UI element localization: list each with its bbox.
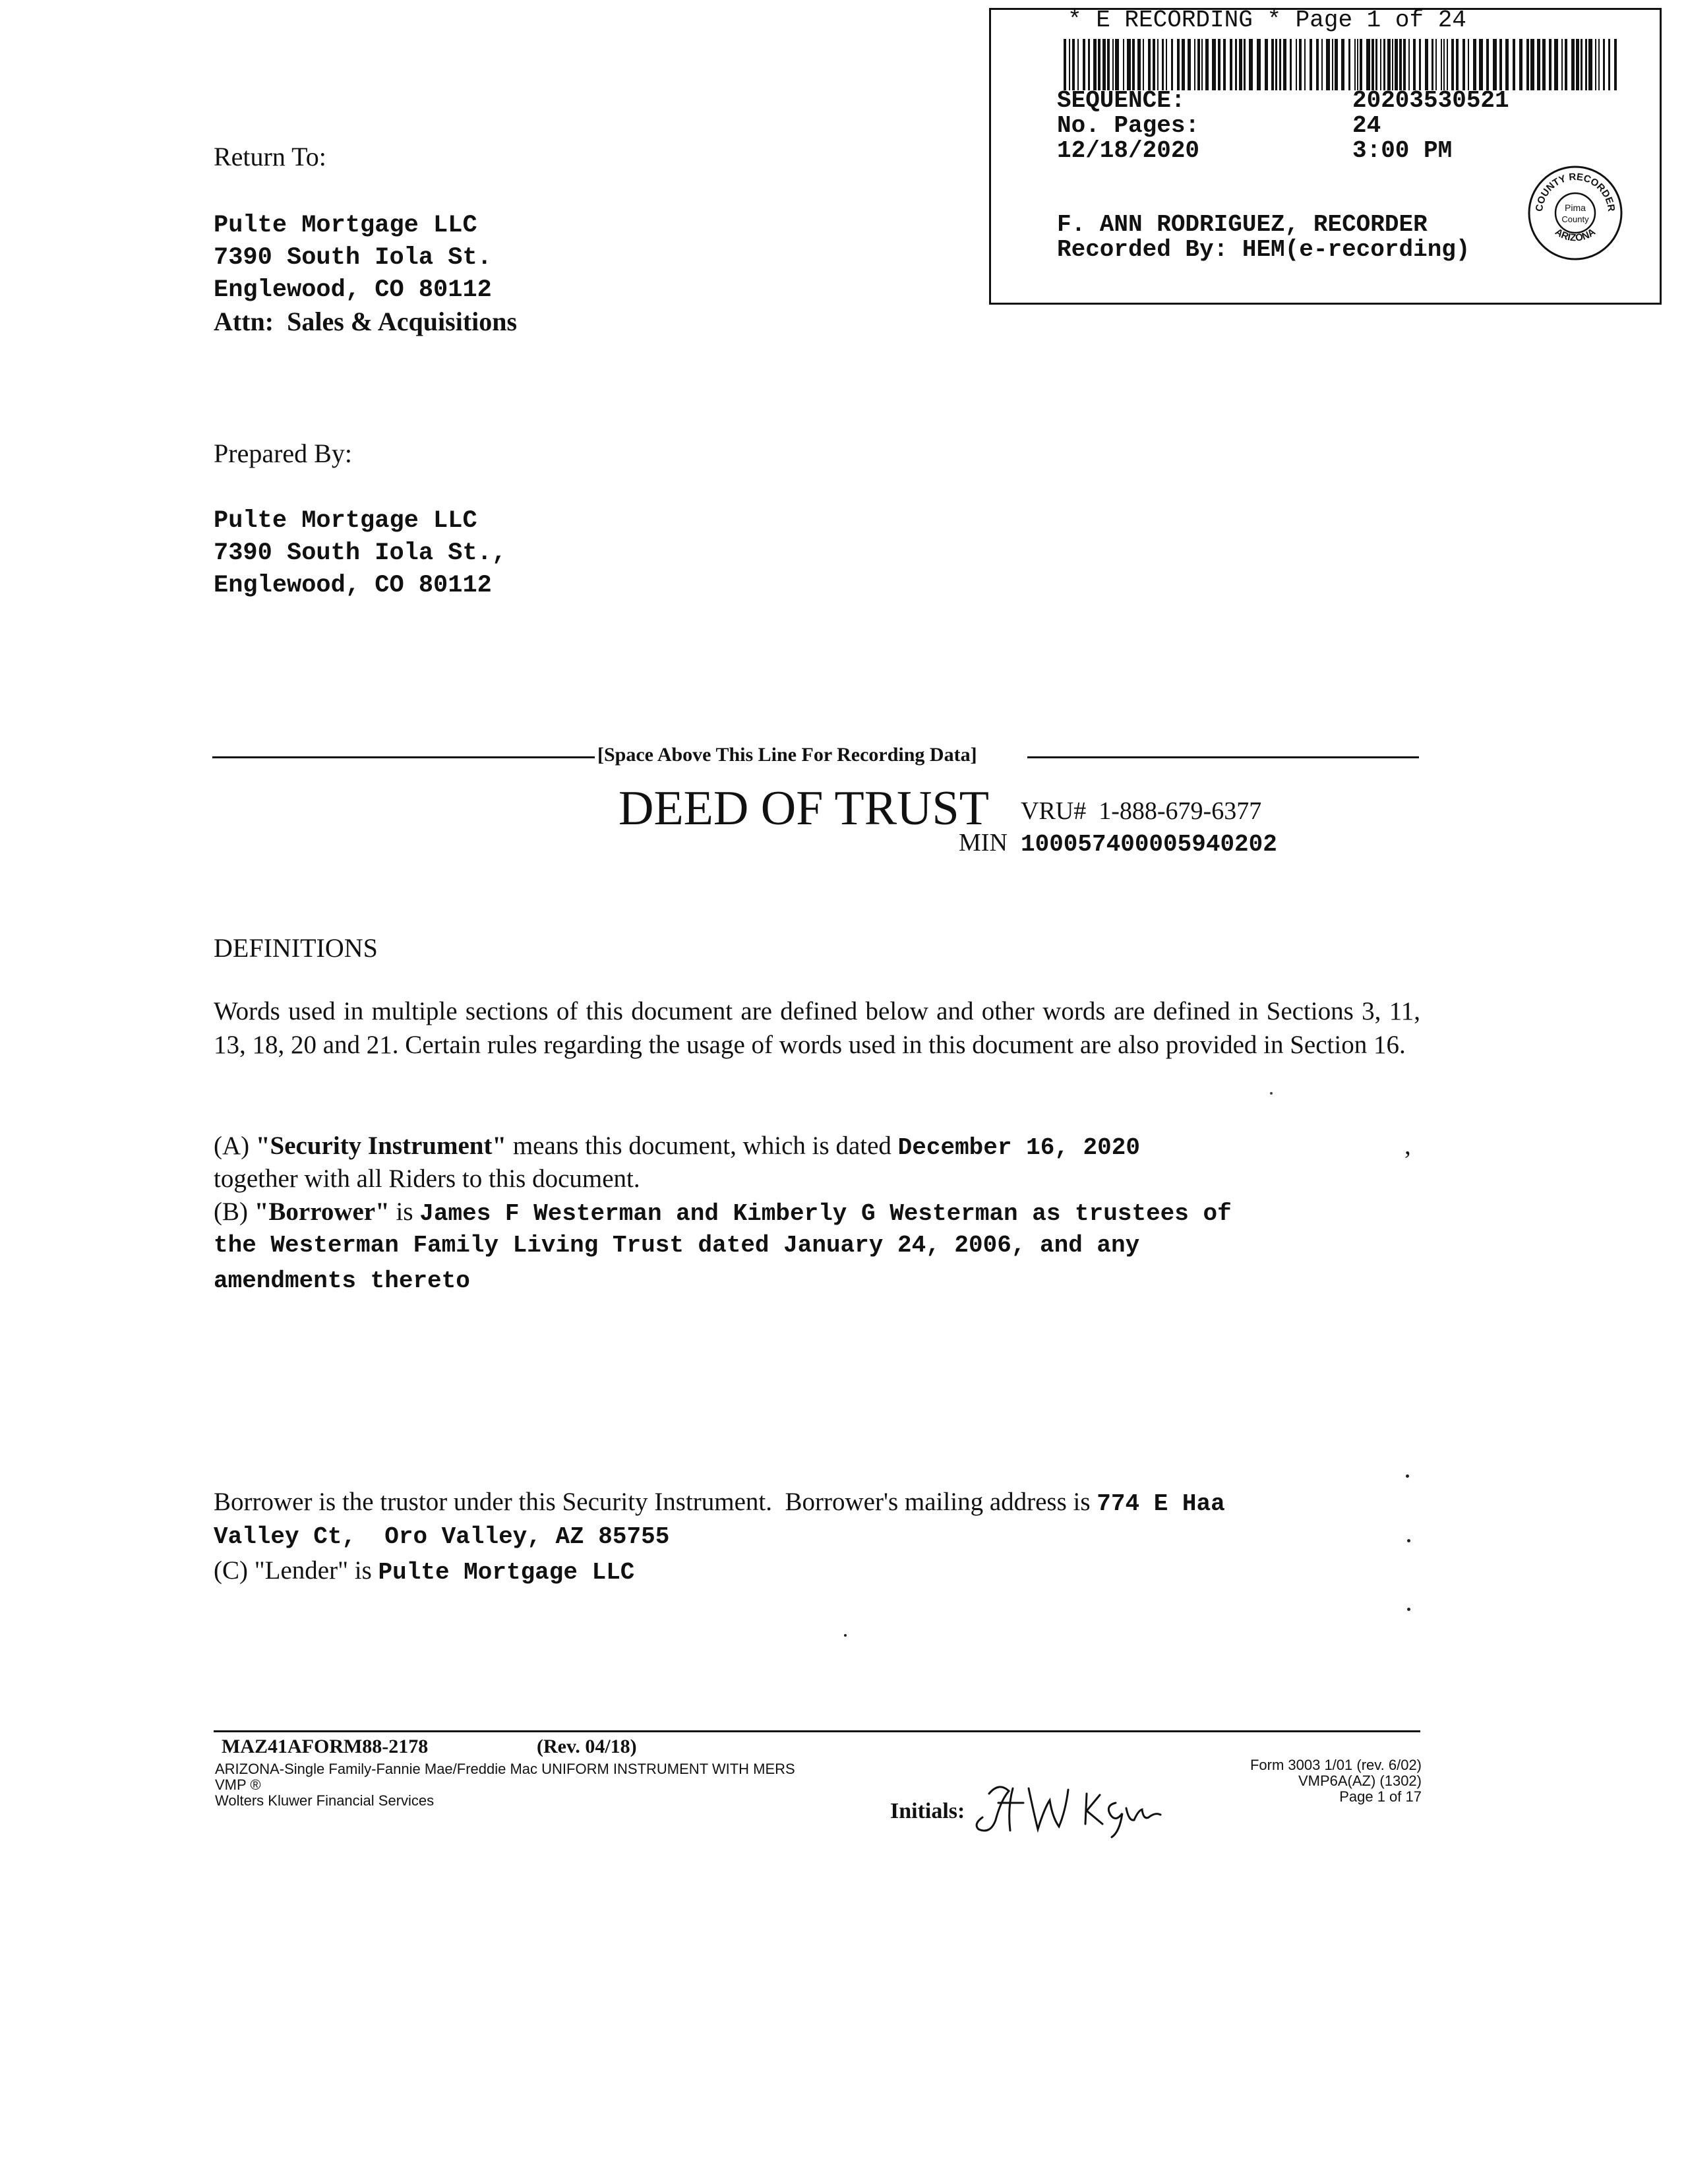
barcode-bar bbox=[1348, 39, 1350, 90]
signature-icon bbox=[969, 1774, 1167, 1840]
barcode-bar bbox=[1123, 39, 1124, 90]
barcode-bar bbox=[1249, 39, 1253, 90]
barcode-bar bbox=[1072, 39, 1075, 90]
barcode-bar bbox=[1571, 39, 1575, 90]
barcode-bar bbox=[1299, 39, 1302, 90]
footer-vmp-code: VMP6A(AZ) (1302) bbox=[1298, 1773, 1422, 1789]
initials-label: Initials: bbox=[890, 1799, 965, 1823]
barcode-bar bbox=[1326, 39, 1330, 90]
barcode-bar bbox=[1244, 39, 1246, 90]
recording-stamp bbox=[989, 8, 1662, 305]
vru-number: VRU# 1-888-679-6377 bbox=[1021, 797, 1262, 825]
min-value: 100057400005940202 bbox=[1021, 831, 1277, 858]
barcode-bar bbox=[1486, 39, 1489, 90]
barcode-bar bbox=[1166, 39, 1167, 90]
barcode-bar bbox=[1093, 39, 1097, 90]
return-to-attn: Attn: Sales & Acquisitions bbox=[214, 307, 518, 336]
stamp-recorded-by: Recorded By: HEM(e-recording) bbox=[1057, 236, 1470, 263]
barcode-bar bbox=[1576, 39, 1579, 90]
barcode-bar bbox=[1077, 39, 1079, 90]
barcode-bar bbox=[1403, 39, 1406, 90]
footer-instrument-line: ARIZONA-Single Family-Fannie Mae/Freddie Mac UNIFORM INSTRUMENT WITH MERS bbox=[215, 1761, 795, 1777]
mailing-address-line2: Valley Ct, Oro Valley, AZ 85755 bbox=[214, 1523, 670, 1550]
barcode-bar bbox=[1143, 39, 1144, 90]
footer-page-number: Page 1 of 17 bbox=[1339, 1788, 1422, 1805]
prepared-by-line2: 7390 South Iola St., bbox=[214, 539, 507, 567]
space-above-line-label: [Space Above This Line For Recording Data] bbox=[597, 744, 977, 766]
definition-c-term: "Lender" bbox=[254, 1556, 349, 1585]
min-label: MIN bbox=[959, 829, 1008, 857]
barcode-bar bbox=[1505, 39, 1509, 90]
barcode-bar bbox=[1212, 39, 1216, 90]
stamp-pages-value: 24 bbox=[1352, 112, 1381, 139]
barcode-bar bbox=[1335, 39, 1338, 90]
definition-a-text: means this document, which is dated bbox=[506, 1132, 898, 1160]
trustor-text: Borrower is the trustor under this Security Instrument. Borrower's mailing address is bbox=[214, 1488, 1097, 1516]
barcode-bar bbox=[1069, 39, 1070, 90]
barcode-bar bbox=[1419, 39, 1421, 90]
barcode-bar bbox=[1603, 39, 1605, 90]
barcode-bar bbox=[1115, 39, 1119, 90]
barcode-bar bbox=[1205, 39, 1209, 90]
barcode-bar bbox=[1408, 39, 1410, 90]
definition-a-prefix: (A) bbox=[214, 1132, 256, 1160]
barcode-bar bbox=[1473, 39, 1476, 90]
barcode-bar bbox=[1107, 39, 1110, 90]
barcode-bar bbox=[1519, 39, 1522, 90]
barcode-bar bbox=[1098, 39, 1100, 90]
stamp-time: 3:00 PM bbox=[1352, 137, 1453, 164]
barcode-bar bbox=[1271, 39, 1274, 90]
barcode-bar bbox=[1153, 39, 1155, 90]
barcode-bar bbox=[1542, 39, 1546, 90]
barcode-bar bbox=[1399, 39, 1402, 90]
definitions-intro: Words used in multiple sections of this document are defined below and other words are defined in Sections 3, 11, 13, 18, 20 and 21. Certain rules regarding the usage of words used in this document are also provided in Section 16. bbox=[214, 997, 1420, 1059]
definition-b-prefix: (B) bbox=[214, 1198, 255, 1226]
barcode-bar bbox=[1513, 39, 1515, 90]
barcode-bar bbox=[1201, 39, 1203, 90]
definition-a-date: December 16, 2020 bbox=[897, 1134, 1140, 1161]
barcode-bar bbox=[1537, 39, 1540, 90]
barcode-bar bbox=[1218, 39, 1221, 90]
barcode-bar bbox=[1188, 39, 1191, 90]
barcode-bar bbox=[1387, 39, 1391, 90]
barcode-bar bbox=[1275, 39, 1277, 90]
barcode-bar bbox=[1332, 39, 1333, 90]
barcode-bar bbox=[1456, 39, 1459, 90]
barcode-bar bbox=[1598, 39, 1600, 90]
definition-c-is: is bbox=[348, 1556, 378, 1585]
barcode-bar bbox=[1290, 39, 1292, 90]
footer-form-number: Form 3003 1/01 (rev. 6/02) bbox=[1250, 1757, 1422, 1773]
stamp-recorder: F. ANN RODRIGUEZ, RECORDER bbox=[1057, 211, 1428, 238]
definition-b-is: is bbox=[389, 1198, 420, 1226]
stamp-header: * E RECORDING * Page 1 of 24 bbox=[1068, 7, 1466, 34]
initials-signature bbox=[969, 1774, 1167, 1840]
barcode-bar bbox=[1499, 39, 1502, 90]
barcode-bar bbox=[1088, 39, 1090, 90]
barcode-bar bbox=[1083, 39, 1085, 90]
mailing-address-line1: 774 E Haa bbox=[1097, 1490, 1225, 1517]
return-to-line2: 7390 South Iola St. bbox=[214, 244, 492, 272]
barcode-bar bbox=[1435, 39, 1437, 90]
definitions-heading: DEFINITIONS bbox=[214, 933, 378, 963]
seal-top-text: COUNTY RECORDER bbox=[1533, 171, 1617, 212]
barcode-bar bbox=[1171, 39, 1173, 90]
barcode-bar bbox=[1441, 39, 1442, 90]
seal-bottom-text: ARIZONA bbox=[1553, 226, 1598, 244]
barcode-bar bbox=[1177, 39, 1180, 90]
barcode-bar bbox=[1316, 39, 1319, 90]
footer-vmp-line: VMP ® bbox=[215, 1776, 261, 1793]
lender-name: Pulte Mortgage LLC bbox=[378, 1559, 635, 1586]
barcode-bar bbox=[1360, 39, 1362, 90]
barcode-bar bbox=[1383, 39, 1385, 90]
barcode-bar bbox=[1304, 39, 1306, 90]
barcode-bar bbox=[1132, 39, 1135, 90]
barcode-bar bbox=[1443, 39, 1445, 90]
definition-b bbox=[214, 1195, 1232, 1230]
borrower-name-line2: the Westerman Family Living Trust dated January 24, 2006, and any bbox=[214, 1232, 1140, 1259]
barcode-bar bbox=[1581, 39, 1582, 90]
barcode-bar bbox=[1392, 39, 1393, 90]
barcode-bar bbox=[1565, 39, 1567, 90]
scan-dot bbox=[844, 1634, 847, 1637]
seal-center-text-1: Pima bbox=[1565, 202, 1586, 213]
barcode-bar bbox=[1279, 39, 1281, 90]
definition-b-term: "Borrower" bbox=[254, 1198, 390, 1226]
definition-a-text2: together with all Riders to this document. bbox=[214, 1165, 640, 1193]
barcode-bar bbox=[1395, 39, 1398, 90]
barcode-bar bbox=[1357, 39, 1358, 90]
document-title: DEED OF TRUST bbox=[618, 781, 989, 835]
scan-dot bbox=[1407, 1539, 1410, 1542]
barcode-bar bbox=[1197, 39, 1200, 90]
barcode-bar bbox=[1554, 39, 1558, 90]
barcode-bar bbox=[1321, 39, 1323, 90]
barcode bbox=[1064, 39, 1617, 90]
space-line-right-rule bbox=[1027, 756, 1419, 758]
barcode-bar bbox=[1432, 39, 1433, 90]
prepared-by-label: Prepared By: bbox=[214, 439, 352, 468]
barcode-bar bbox=[1608, 39, 1610, 90]
return-to-label: Return To: bbox=[214, 142, 326, 171]
barcode-bar bbox=[1588, 39, 1592, 90]
return-to-line1: Pulte Mortgage LLC bbox=[214, 212, 477, 239]
barcode-bar bbox=[1257, 39, 1261, 90]
barcode-bar bbox=[1413, 39, 1416, 90]
barcode-bar bbox=[1239, 39, 1242, 90]
definition-a bbox=[214, 1129, 1140, 1165]
barcode-bar bbox=[1296, 39, 1297, 90]
barcode-bar bbox=[1380, 39, 1381, 90]
seal-center-text-2: County bbox=[1561, 214, 1589, 224]
barcode-bar bbox=[1366, 39, 1370, 90]
barcode-bar bbox=[1549, 39, 1552, 90]
barcode-bar bbox=[1162, 39, 1164, 90]
barcode-bar bbox=[1451, 39, 1454, 90]
barcode-bar bbox=[1561, 39, 1563, 90]
barcode-bar bbox=[1372, 39, 1374, 90]
prepared-by-line1: Pulte Mortgage LLC bbox=[214, 507, 477, 535]
stamp-sequence-value: 20203530521 bbox=[1352, 87, 1509, 114]
barcode-bar bbox=[1354, 39, 1356, 90]
barcode-bar bbox=[1137, 39, 1141, 90]
barcode-bar bbox=[1310, 39, 1312, 90]
borrower-name-line1: James F Westerman and Kimberly G Westerman as trustees of bbox=[419, 1200, 1232, 1227]
barcode-bar bbox=[1462, 39, 1465, 90]
barcode-bar bbox=[1265, 39, 1268, 90]
scan-dot bbox=[1406, 1474, 1409, 1478]
stamp-sequence-label: SEQUENCE: bbox=[1057, 87, 1186, 114]
barcode-bar bbox=[1112, 39, 1114, 90]
barcode-bar bbox=[1526, 39, 1529, 90]
barcode-bar bbox=[1182, 39, 1185, 90]
county-seal-icon bbox=[1525, 163, 1625, 263]
definition-c bbox=[214, 1554, 634, 1589]
barcode-bar bbox=[1223, 39, 1226, 90]
definition-a-term: "Security Instrument" bbox=[255, 1132, 507, 1160]
barcode-bar bbox=[1595, 39, 1596, 90]
borrower-trustor-line bbox=[214, 1485, 1225, 1521]
barcode-bar bbox=[1230, 39, 1232, 90]
barcode-bar bbox=[1585, 39, 1587, 90]
stamp-pages-label: No. Pages: bbox=[1057, 112, 1200, 139]
footer-form-code: MAZ41AFORM88-2178 bbox=[222, 1736, 429, 1757]
barcode-bar bbox=[1479, 39, 1483, 90]
barcode-bar bbox=[1127, 39, 1131, 90]
barcode-bar bbox=[1341, 39, 1344, 90]
barcode-bar bbox=[1148, 39, 1151, 90]
borrower-name-line3: amendments thereto bbox=[214, 1267, 470, 1294]
definition-c-prefix: (C) bbox=[214, 1556, 255, 1585]
scan-dot bbox=[1270, 1092, 1273, 1095]
stamp-date: 12/18/2020 bbox=[1057, 137, 1200, 164]
barcode-bar bbox=[1235, 39, 1237, 90]
barcode-bar bbox=[1468, 39, 1469, 90]
barcode-bar bbox=[1283, 39, 1286, 90]
footer-publisher-line: Wolters Kluwer Financial Services bbox=[215, 1792, 435, 1809]
space-line-left-rule bbox=[212, 756, 595, 758]
footer-rule bbox=[214, 1730, 1420, 1732]
barcode-bar bbox=[1425, 39, 1428, 90]
barcode-bar bbox=[1530, 39, 1534, 90]
barcode-bar bbox=[1447, 39, 1448, 90]
definition-a-comma: , bbox=[1404, 1132, 1411, 1160]
barcode-bar bbox=[1102, 39, 1106, 90]
barcode-bar bbox=[1194, 39, 1195, 90]
prepared-by-line3: Englewood, CO 80112 bbox=[214, 572, 492, 599]
footer-rev: (Rev. 04/18) bbox=[537, 1736, 637, 1757]
barcode-bar bbox=[1157, 39, 1159, 90]
barcode-bar bbox=[1614, 39, 1617, 90]
barcode-bar bbox=[1493, 39, 1497, 90]
barcode-bar bbox=[1064, 39, 1066, 90]
return-to-line3: Englewood, CO 80112 bbox=[214, 276, 492, 304]
barcode-bar bbox=[1375, 39, 1377, 90]
scan-dot bbox=[1407, 1608, 1410, 1611]
